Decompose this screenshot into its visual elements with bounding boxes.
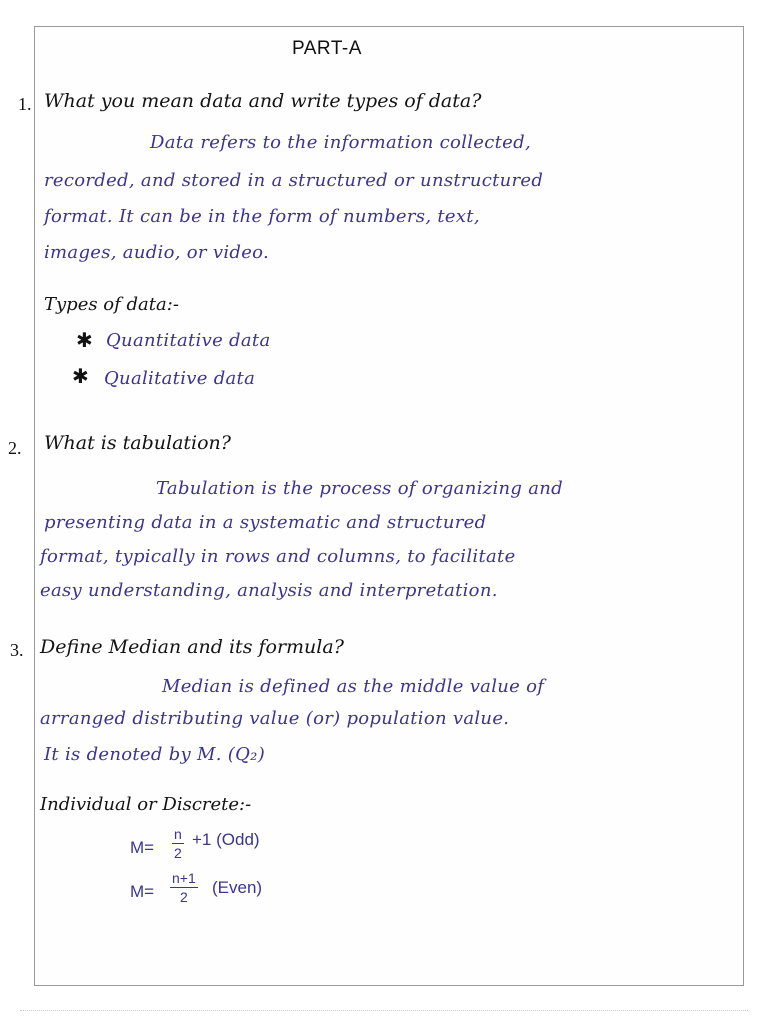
answer-line: Tabulation is the process of organizing and [156, 478, 563, 499]
answer-line: images, audio, or video. [44, 242, 270, 263]
formula-lhs: M= [130, 882, 155, 901]
answer-line: presenting data in a systematic and structured [44, 512, 487, 533]
question-number: 2. [8, 438, 22, 458]
sub-heading: Individual or Discrete:- [40, 794, 252, 815]
answer-line: format, typically in rows and columns, to facilitate [40, 546, 516, 567]
answer-line: Median is defined as the middle value of [162, 676, 545, 697]
question-text: What is tabulation? [44, 432, 231, 454]
fraction-denominator: 2 [179, 889, 188, 905]
page-title: PART-A [292, 38, 362, 59]
answer-line: recorded, and stored in a structured or unstructured [44, 170, 544, 191]
fraction-numerator: n+1 [172, 870, 196, 886]
answer-line: format. It can be in the form of numbers, text, [44, 206, 480, 227]
asterisk-bullet-icon: ✱ [72, 364, 89, 388]
formula-fraction [170, 870, 198, 905]
formula-rest: +1 (Odd) [192, 830, 260, 849]
answer-line: easy understanding, analysis and interpretation. [40, 580, 498, 601]
question-number: 3. [10, 640, 24, 660]
answer-line: arranged distributing value (or) population value. [40, 708, 510, 729]
answer-line: Data refers to the information collected, [150, 132, 531, 153]
page-edge [20, 1010, 748, 1012]
types-heading: Types of data:- [44, 294, 179, 315]
question-text: What you mean data and write types of data? [44, 90, 482, 112]
question-text: Define Median and its formula? [40, 636, 344, 658]
list-item: Qualitative data [104, 368, 256, 389]
formula-lhs: M= [130, 838, 155, 857]
asterisk-bullet-icon: ✱ [76, 328, 93, 352]
list-item: Quantitative data [106, 330, 271, 351]
fraction-denominator: 2 [174, 845, 182, 861]
formula-rest: (Even) [212, 878, 263, 897]
question-number: 1. [18, 94, 32, 114]
answer-line: It is denoted by M. (Q₂) [44, 744, 266, 765]
fraction-numerator: n [174, 826, 182, 842]
formula-fraction [172, 826, 184, 861]
